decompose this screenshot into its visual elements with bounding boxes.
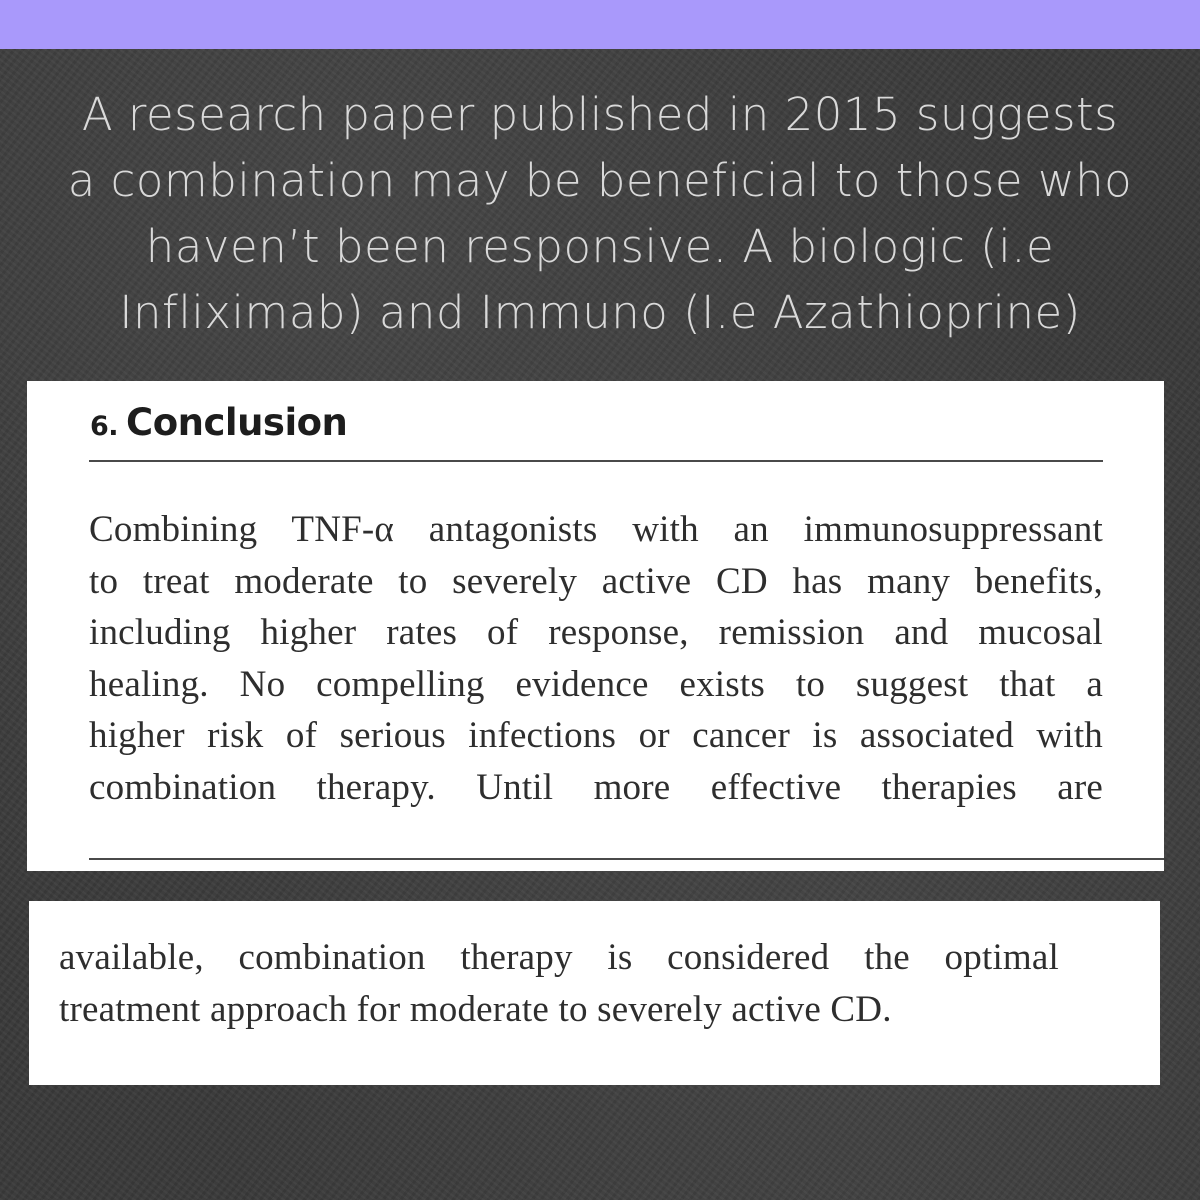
- paragraph-line: combination therapy. Until more effective therapies are: [89, 766, 1103, 808]
- heading-line: a combination may be beneficial to those who: [67, 154, 1133, 207]
- section-heading: [90, 401, 347, 444]
- paragraph-line: available, combination therapy is considered the optimal: [59, 937, 1059, 978]
- bottom-divider: [89, 858, 1164, 860]
- section-divider: [89, 460, 1103, 462]
- continuation-paragraph: [59, 932, 1059, 1035]
- paragraph-line: higher risk of serious infections or cancer is associated with: [89, 715, 1103, 756]
- paragraph-line: healing. No compelling evidence exists to suggest that a: [89, 663, 1103, 705]
- heading-line: Infliximab) and Immuno (I.e Azathioprine): [119, 286, 1081, 339]
- paragraph-line: to treat moderate to severely active CD has many benefits,: [89, 560, 1103, 602]
- section-title: Conclusion: [126, 401, 348, 444]
- paragraph-line: Combining TNF-α antagonists with an immunosuppressant: [89, 509, 1103, 550]
- heading-line: haven’t been responsive. A biologic (i.e: [145, 220, 1055, 273]
- paper-excerpt-continuation-card: [29, 901, 1160, 1085]
- heading-line: A research paper published in 2015 suggests: [81, 88, 1119, 141]
- conclusion-paragraph: [89, 504, 1103, 813]
- paper-excerpt-card: [27, 381, 1164, 871]
- paragraph-line: including higher rates of response, remission and mucosal: [89, 612, 1103, 653]
- top-color-band: [0, 0, 1200, 49]
- section-number: 6.: [90, 411, 119, 442]
- chalkboard-heading: [0, 82, 1200, 346]
- paragraph-line: treatment approach for moderate to severely active CD.: [59, 988, 892, 1030]
